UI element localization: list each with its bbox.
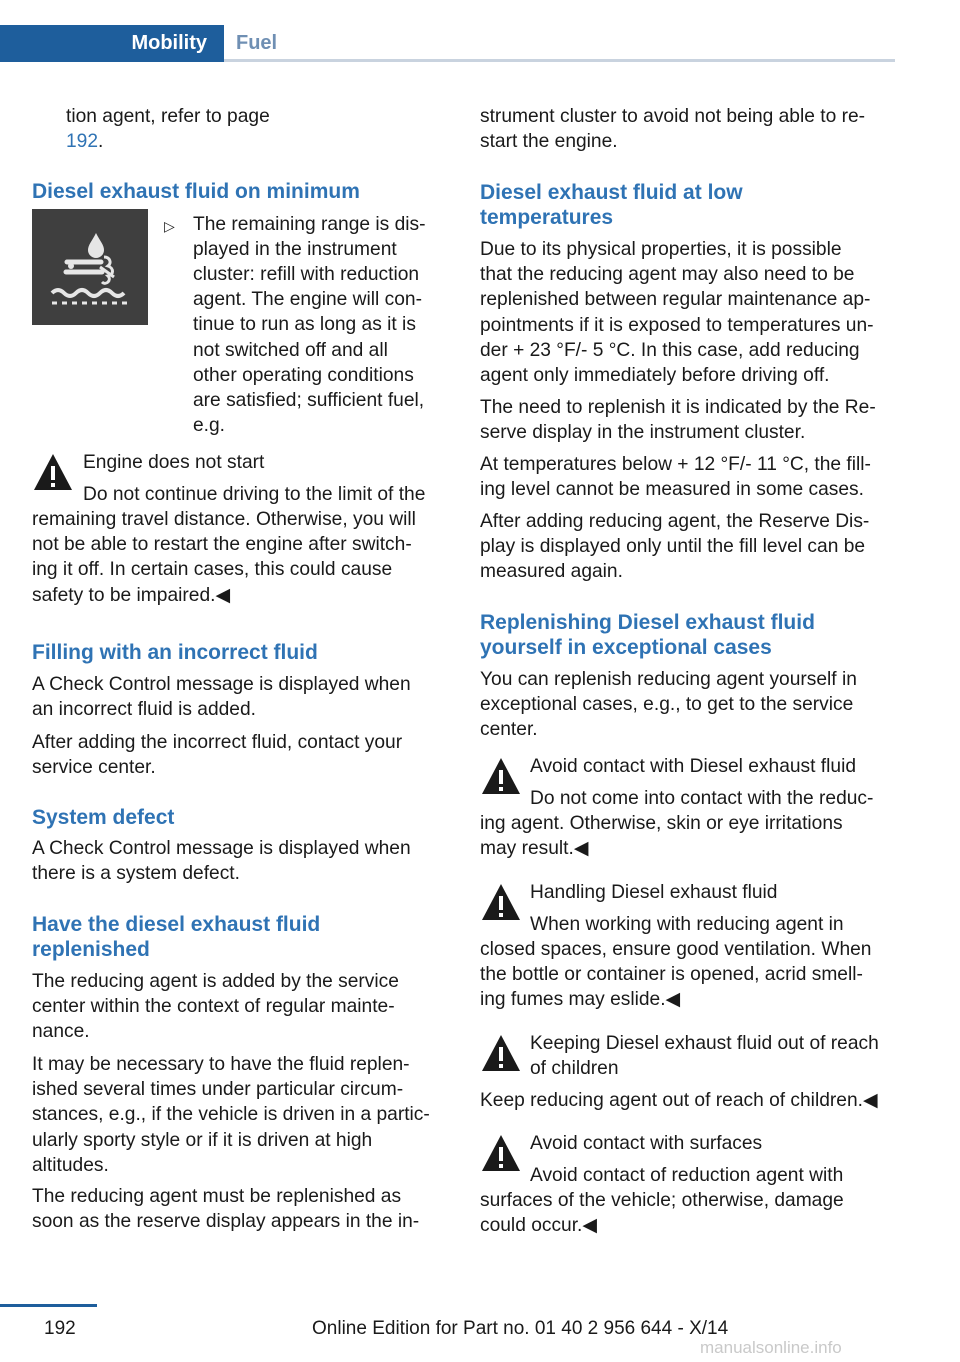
text-line: Have the diesel exhaust fluid bbox=[32, 913, 321, 936]
warning-icon bbox=[480, 882, 522, 922]
text-line: safety to be impaired.◀ bbox=[32, 584, 231, 606]
text-line: tinue to run as long as it is bbox=[193, 314, 416, 336]
text-line: e.g. bbox=[193, 414, 226, 436]
tab-mobility[interactable]: Mobility bbox=[0, 25, 224, 62]
warning-icon bbox=[480, 1133, 522, 1173]
heading-system-defect: System defect bbox=[32, 806, 175, 829]
text-line: of children bbox=[530, 1058, 619, 1080]
warning-title: Handling Diesel exhaust fluid bbox=[530, 882, 778, 903]
text-line: The need to replenish it is indicated by the Re- bbox=[480, 397, 876, 418]
text-line: altitudes. bbox=[32, 1154, 109, 1176]
text-line: A Check Control message is displayed when bbox=[32, 674, 411, 695]
text-line: pointments if it is exposed to temperatures un- bbox=[480, 314, 874, 336]
text-line: cluster: refill with reduction bbox=[193, 264, 420, 286]
text-line: remaining travel distance. Otherwise, you will bbox=[32, 509, 416, 530]
text-line: an incorrect fluid is added. bbox=[32, 699, 256, 721]
warning-text: Do not come into contact with the reduc- bbox=[530, 788, 874, 809]
continued-text: tion agent, refer to page bbox=[66, 106, 270, 127]
text-line: ing it off. In certain cases, this could cause bbox=[32, 559, 393, 581]
text-line: yourself in exceptional cases bbox=[480, 636, 772, 660]
text-line: The remaining range is dis- bbox=[193, 214, 426, 235]
text-line: center within the context of regular mainte- bbox=[32, 996, 395, 1018]
text-line: ing fumes may eslide.◀ bbox=[480, 989, 681, 1011]
warning-title: Engine does not start bbox=[83, 452, 265, 473]
text-line: start the engine. bbox=[480, 131, 618, 153]
text-line: replenished between regular maintenance ap- bbox=[480, 289, 871, 311]
text-line: The reducing agent must be replenished as bbox=[32, 1186, 402, 1207]
text-line: You can replenish reducing agent yourself in bbox=[480, 669, 857, 690]
text-line: replenished bbox=[32, 938, 150, 962]
warning-title: Avoid contact with Diesel exhaust fluid bbox=[530, 756, 857, 777]
text-line: the bottle or container is opened, acrid smell- bbox=[480, 964, 863, 986]
text-line: ularly sporty style or if it is driven at high bbox=[32, 1129, 373, 1151]
warning-icon bbox=[480, 1033, 522, 1073]
text-line: are satisfied; sufficient fuel, bbox=[193, 389, 425, 411]
text-line: ing level cannot be measured in some cases. bbox=[480, 479, 864, 501]
text-line: agent. The engine will con- bbox=[193, 289, 422, 311]
text-line: It may be necessary to have the fluid replen- bbox=[32, 1054, 410, 1075]
watermark: manualsonline.info bbox=[700, 1338, 842, 1357]
page-reference: 192. bbox=[66, 131, 104, 152]
text-line: der + 23 °F/- 5 °C. In this case, add reducing bbox=[480, 339, 860, 361]
warning-text: When working with reducing agent in bbox=[530, 914, 844, 935]
text-line: Replenishing Diesel exhaust fluid bbox=[480, 611, 815, 634]
tab-fuel[interactable]: Fuel bbox=[236, 32, 278, 54]
heading-minimum: Diesel exhaust fluid on minimum bbox=[32, 180, 360, 203]
text-line: ished several times under particular circum- bbox=[32, 1079, 404, 1101]
text-line: Keeping Diesel exhaust fluid out of reach bbox=[530, 1033, 879, 1054]
footer-rule bbox=[0, 1304, 97, 1307]
text-line: Due to its physical properties, it is possible bbox=[480, 239, 842, 260]
text-line: stances, e.g., if the vehicle is driven in a partic- bbox=[32, 1104, 430, 1126]
text-line: center. bbox=[480, 719, 538, 741]
text-line: Diesel exhaust fluid at low bbox=[480, 181, 743, 204]
text-line: measured again. bbox=[480, 561, 623, 583]
text-line: After adding the incorrect fluid, contact your bbox=[32, 732, 403, 753]
text-line: ing agent. Otherwise, skin or eye irritations bbox=[480, 813, 843, 834]
warning-text: Avoid contact of reduction agent with bbox=[530, 1165, 844, 1186]
page-link[interactable]: 192 bbox=[66, 131, 99, 152]
warning-icon bbox=[480, 756, 522, 796]
text-line: not switched off and all bbox=[193, 339, 388, 361]
text-line: nance. bbox=[32, 1021, 90, 1043]
warning-title: Avoid contact with surfaces bbox=[530, 1133, 763, 1154]
text-line: play is displayed only until the fill level can be bbox=[480, 536, 866, 558]
text-line: that the reducing agent may also need to be bbox=[480, 264, 855, 286]
text-line: strument cluster to avoid not being able to re- bbox=[480, 106, 866, 127]
text-line: played in the instrument bbox=[193, 239, 397, 261]
diesel-exhaust-fluid-icon bbox=[32, 209, 148, 325]
header-tabs bbox=[0, 25, 895, 62]
text-line: After adding reducing agent, the Reserve Dis- bbox=[480, 511, 870, 532]
warning-text: Do not continue driving to the limit of the bbox=[83, 484, 426, 505]
text-line: serve display in the instrument cluster. bbox=[480, 422, 806, 444]
warning-text: Keep reducing agent out of reach of children.◀ bbox=[480, 1090, 878, 1111]
text-line: could occur.◀ bbox=[480, 1215, 598, 1237]
text-line: temperatures bbox=[480, 206, 614, 230]
text-line: soon as the reserve display appears in the in- bbox=[32, 1211, 420, 1233]
text-line: The reducing agent is added by the service bbox=[32, 971, 399, 992]
heading-incorrect-fluid: Filling with an incorrect fluid bbox=[32, 641, 318, 664]
text-line: At temperatures below + 12 °F/- 11 °C, the fill- bbox=[480, 454, 871, 475]
text-line: agent only immediately before driving off. bbox=[480, 365, 830, 386]
text-line: closed spaces, ensure good ventilation. When bbox=[480, 939, 872, 960]
text-line: there is a system defect. bbox=[32, 863, 240, 885]
text-line: not be able to restart the engine after switch- bbox=[32, 534, 412, 556]
edition-text: Online Edition for Part no. 01 40 2 956 644 - X/14 bbox=[312, 1318, 729, 1339]
text-line: other operating conditions bbox=[193, 364, 414, 386]
bullet-marker: ▷ bbox=[164, 218, 175, 234]
text-line: may result.◀ bbox=[480, 838, 589, 860]
text-line: A Check Control message is displayed when bbox=[32, 838, 411, 859]
page-number: 192 bbox=[44, 1318, 76, 1339]
text-line: surfaces of the vehicle; otherwise, damage bbox=[480, 1190, 844, 1211]
warning-icon bbox=[32, 452, 74, 492]
header-rule bbox=[224, 59, 895, 62]
text-line: exceptional cases, e.g., to get to the service bbox=[480, 694, 854, 716]
text-line: service center. bbox=[32, 757, 156, 779]
